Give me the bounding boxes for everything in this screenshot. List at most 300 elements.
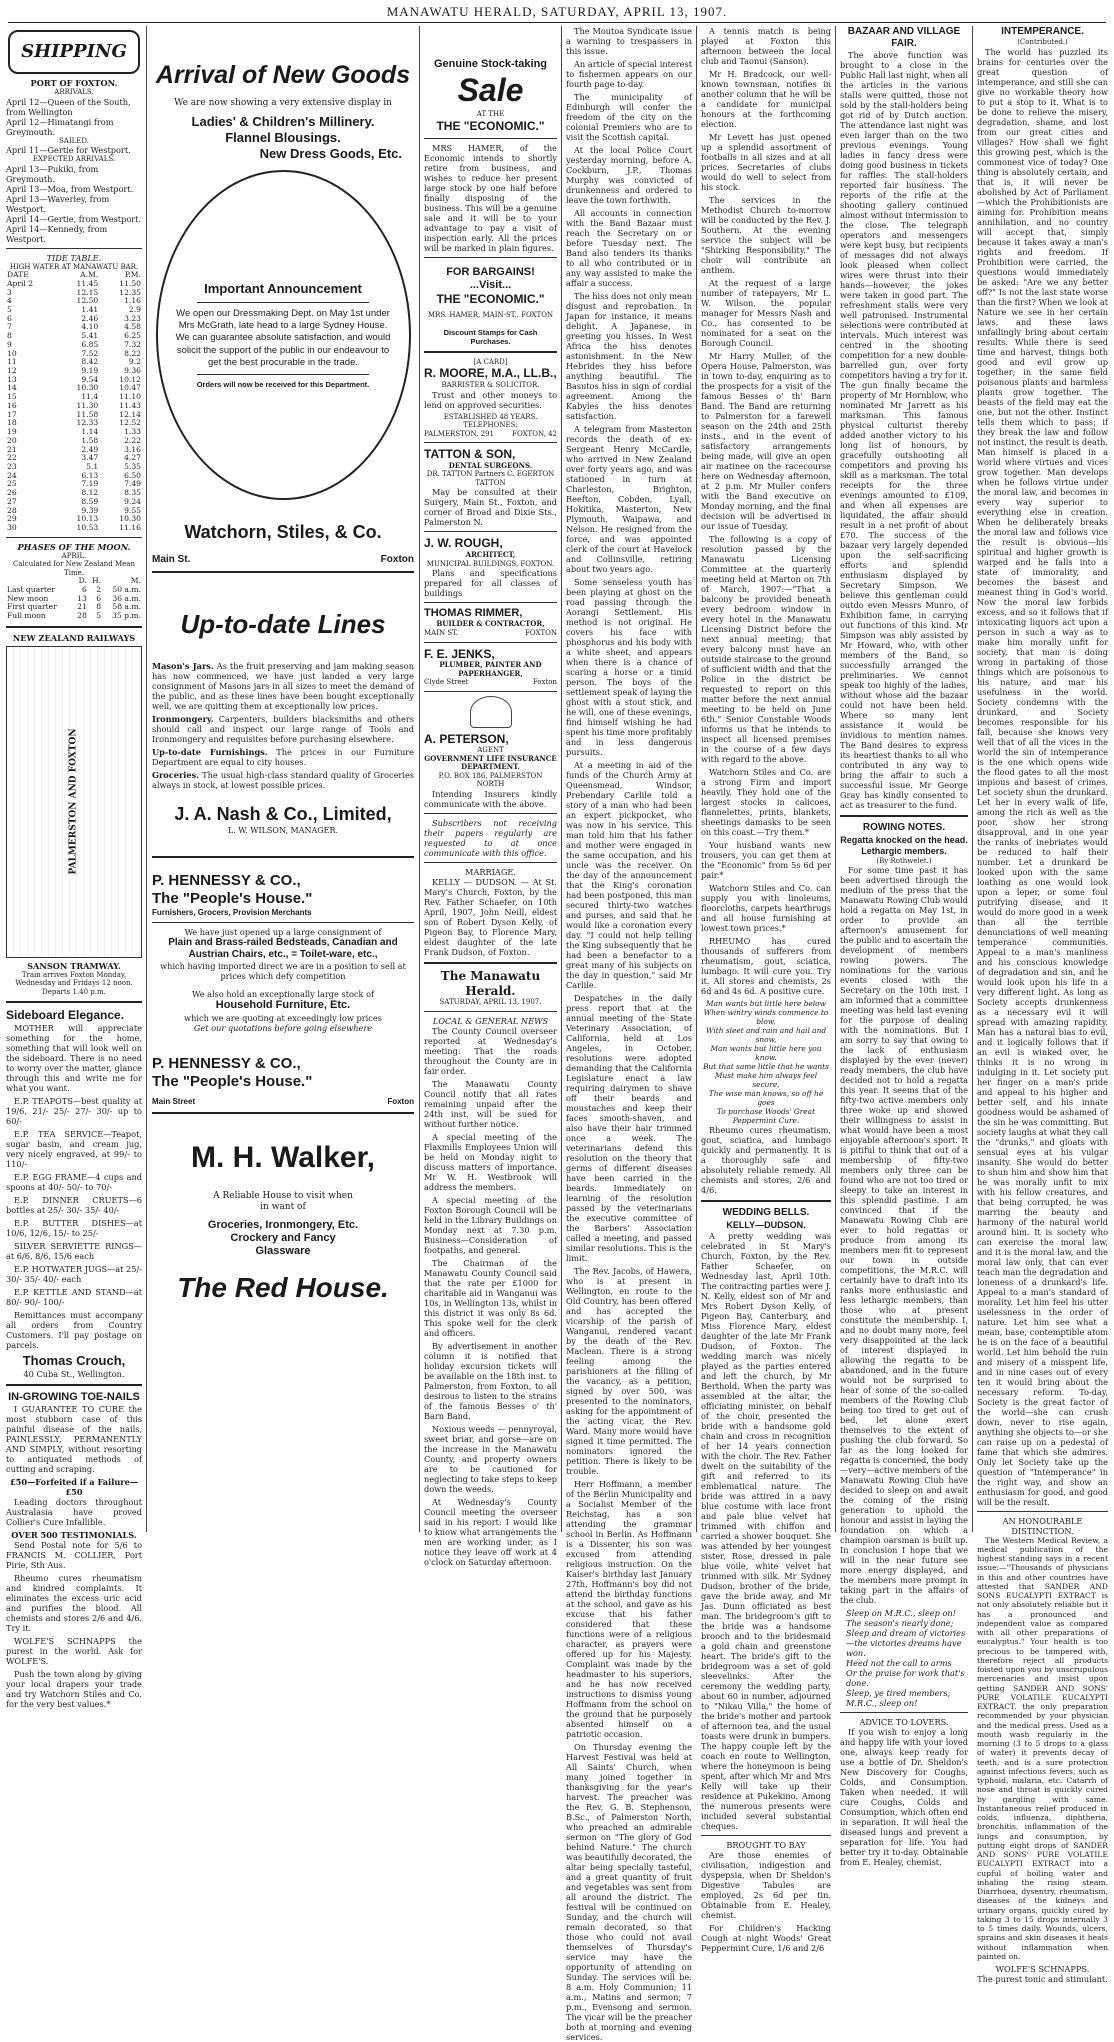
honour-text: The Western Medical Review, a medical publication of the highest standing says in a recent issue:—"Thousands of physicians in this and other countries have attested that SANDER AND SONS EUCALYPTI EXTRACT is not only absolutely reliable but it has a pronounced and independent value as compared with all other preparations of eucalyptus." Your health is too precious to be tampered with, therefore reject all products foisted upon you by unscrupulous mercenaries and insist upon getting SANDER AND SONS' PURE VOLATILE EUCALYPTI EXTRACT, the only preparation recommended by your physician and the medical press. Used as a mouth wash regularly in the morning (3 to 5 drops to a glass of water) it prevents decay of teeth, and is a sure protection against infectious fevers, such as typhoid, malaria, etc. Catarrh of nose and throat is quickly cured by gargling with same. Instantaneous relief produced in colds, influenza, diphtheria, bronchitis, inflammation of the lungs and consumption, by putting eight drops of SANDER AND SONS' PURE VOLATILE EUCALYPTI EXTRACT into a cupful of boiling water and inhaling the rising steam. Diarrhoea, dysentry, rheumatism, diseases of the kidneys and urinary organs, quickly cured by taking 3 to 15 drops internally 3 to 5 times daily. Wounds, ulcers, sprains and skin diseases it heals without inflammation when painted on.	[977, 1535, 1108, 1961]
table-cell: 4.58	[124, 322, 141, 332]
table-cell: 27	[7, 496, 17, 506]
news-paragraph: At the request of a large number of ratepayers, Mr L. W. Wilson, the popular manager for Messrs Nash and Co., has consented to be nominated for a seat on the Borough Council.	[701, 278, 831, 348]
table-cell: 11.16	[119, 522, 141, 532]
local-news: A special meeting of the Flaxmills Employees Union will be held on Monday night to discuss matters of importance. Mr W. H. Westbrook will address the members.	[424, 1131, 557, 1192]
verse-line: The season's nearly done;	[846, 1618, 954, 1629]
table-cell: 8.22	[124, 348, 141, 358]
wolfe-ad: WOLFE'S SCHNAPPS the purest in the world. Ask for WOLFE'S.	[6, 1636, 142, 1667]
expected-item: April 13—Moa, from Westport.	[6, 183, 134, 194]
bazaar-text: The above function was brought to a close in the Public Hall last night, when all the articles in the various stalls were quitted, those not sold by the stall-holders being got rid of by Dutch auction. The attendance last night was even larger than on the two previous evenings. Young ladies in fancy dress were doing good business in tickets for raffles. The stall-holders reported fair business. The reports of the rifle at the shooting gallery continued almost without intermission to the close. The telegraph operators and messengers were kept busy, but recipients of messages did not always look pleased when collect wires were thrust into their hands—however, the jokes were taken in good part. The refreshment stalls were very well patronised. Instrumental selections were contributed at intervals. Much interest was centred in the shooting competition for a new double-barrelled gun, over forty competitors having a try for it. The gun finally became the property of Mr Hornblow, who nominated Mr Jarrett as his marksman. This famous physical culturist thereby added another victory to his long list of honours, by gracefully outshooting all competitors and proving his skill as a marksman. The total receipts for the three evenings amounted to £109, and when all expenses are liquidated, the affair should result in a net profit of about £70. The success of the bazaar very largely depended upon the self-sacrificing efforts and splendid enthusiasm displayed by Secretary Simpson. We believe this gentleman could outdo even Messrs Munro, of Exhibition fame, in carrying out functions of this kind. Mr Simpson was ably assisted by Mr Howard, who, with other members of the Band, so successfully arranged the preliminaries. We cannot speak too highly of the ladies, without whose aid the bazaar could not have been held. Where so many lent assistance it would be invidious to mention names. The Band desires to express its heartiest thanks to all who contributed in any way to bring the affair to such a successful issue. Mr George Gray has kindly consented to act as treasurer to the fund.	[840, 50, 968, 811]
hamer-address: MRS. HAMER, MAIN-ST., FOXTON	[427, 311, 554, 320]
groceries-text: The usual high-class standard quality of Groceries always in stock, at lowest possible prices.	[152, 769, 414, 790]
table-cell: 4.27	[124, 453, 141, 463]
table-row	[6, 612, 142, 621]
news-paragraph: A tennis match is being played at Foxton this afternoon between the local club and Taonui (Sanson).	[701, 26, 831, 66]
table-cell: 11.30	[76, 400, 99, 410]
table-cell: 2	[96, 585, 102, 594]
rowing-text: For some time past it has been advertised through the medium of the press that the Manawatu Rowing Club would hold a regatta on May 1st, in order to provide an afternoon's amusement for the public and to ascertain the development of members rowing powers. The nominations for the various events closed with the Secretary on the 10th inst. I am informed that a committee meeting was held last evening for the purpose of dealing with the nominations. But I am sorry to say that owing to the lack of enthusiasm displayed by the ever (never) ready members, the club have decided not to hold a regatta this year. It seems that of the fifty-two active members only three woke up and showed their willingness to assist in what would have been a most enjoyable afternoon's sport. It is pitiful to think that out of a membership of fifty-two members only three can be found who are not too tired or sleepy to take an interest in this splendid pastime. I am convinced that if the Manawatu Rowing Club are ever to hold regattas or produce from among its members men fit to represent our town in outside competitions, the M.R.C. will certainly have to draft into its ranks more enthusiastic and less lethargic members, than those who at present constitute the membership. I, and no doubt many more, feel very disappointed at the lack of interest displayed in allowing the regatta to be abandoned, and in the future would not be surprised to hear of some of the so-called members of the Rowing Club being too tired to get out of bed, let alone exert themselves to the extent of pushing the club forward. So far as the long looked for regatta is concerned, the body—very—active members of the Manawatu Rowing Club have decided to sleep on and await the coming of the rising generation to uphold the honour and assist in laying the foundation on which a champion oarsman is built up. In conclusion I hope that we will in the near future see more energy displayed, and the members more prompt in taking part in the affairs of the club.	[840, 865, 968, 1606]
news-paragraph: On Thursday evening the Harvest Festival was held at All Saints' Church, when many joined together in thanksgiving for the year's harvest. The preacher was the Rev. G. B. Stephenson, B.Sc., of Palmerston North, who preached an admirable sermon on "The glory of God behind Nature." The church was beautifully decorated, the altar being specially tasteful, and a great quantity of fruit and vegetables was sent from all around the district. The festival will be continued on Sunday, and the church will remain decorated, so that those who could not avail themselves of Thursday's service may have the opportunity of attending on Sunday. The services will be: 8 a.m. Holy Communion; 11 a.m., Matins and sermon; 7 p.m., Evensong and sermon. The vicar will be the preacher both at morning and evening services.	[566, 1742, 692, 2042]
table-cell: 9.2	[128, 357, 141, 367]
table-cell: Last quarter	[7, 585, 56, 594]
peterson-sub: GOVERNMENT LIFE INSURANCE DEPARTMENT.	[424, 753, 557, 772]
poem-line: To purchase Woods' Great Peppermint Cure.	[716, 1107, 816, 1126]
moon-table	[6, 577, 142, 621]
table-row	[6, 297, 142, 306]
toenails-send: Send Postal note for 5/6 to FRANCIS M. COLLIER, Port Pirie, Sth Aus.	[6, 1540, 142, 1571]
moore-sub: BARRISTER & SOLICITOR.	[441, 381, 540, 389]
tide-subtitle: HIGH WATER AT MANAWATU BAR.	[9, 262, 139, 271]
table-cell: 58 a.m.	[112, 602, 141, 612]
intemperance-byline: (Contributed.)	[1017, 38, 1068, 47]
table-cell: 6	[96, 593, 102, 603]
genuine-heading: Genuine Stock-taking	[433, 58, 548, 70]
table-cell: 1.14	[81, 427, 99, 437]
hennessy-sub: Furnishers, Grocers, Provision Merchants	[152, 908, 312, 918]
table-row	[6, 472, 142, 481]
table-cell: 16	[7, 400, 17, 410]
advice-text: If you wish to enjoy a long and happy life with your loved one, always keep ready for use a bottle of Dr. Sheldon's New Discovery for Coughs, Colds, and Consumption. Taken when needed, it will cure Coughs, Colds and Consumption, which often end in separation. It will heal the diseased lungs and prevent a separation for life. You had better try it to-day. Obtainable from E. Healey, chemist.	[840, 1727, 968, 1868]
table-cell: 21	[77, 602, 87, 612]
table-cell: 50 a.m.	[112, 585, 141, 594]
wolfe-text: The purest tonic and stimulant.	[977, 1974, 1108, 1985]
hamer-text: MRS HAMER, of the Economic intends to shortly retire from business, and wishes to reduce her present large stock by one half before finally disposing of the business. This will be a genuine sale and it will be to your advantage to pay a visit of inspection early. All the prices will be marked in plain figures.	[424, 142, 557, 253]
railway-timetable	[6, 646, 142, 958]
tatton-names: DR. TATTON Partners C. EGERTON TATTON	[426, 470, 555, 487]
table-cell: 11	[7, 357, 17, 367]
list-item: E.P. TEA SERVICE—Teapot, sugar basin, and cream jug, very nicely engraved, at 99/- to 110/-	[6, 1129, 142, 1170]
expected-item: April 14—Gertie, from Westport.	[6, 213, 142, 224]
rheumo-ad: RHEUMO has cured thousands of sufferers from rheumatism, gout, sciatica, lumbago. It will cure you. Try it. All stores and chemists, 2s 6d and 4s 6d. A positive cure.	[701, 936, 831, 996]
table-row	[6, 463, 142, 472]
table-cell: 10.13	[76, 514, 99, 524]
table-cell: 18	[7, 418, 17, 428]
toenails-testimonials: OVER 500 TESTIMONIALS.	[11, 1530, 137, 1541]
table-row	[6, 332, 142, 341]
rimmer-street: MAIN ST.	[424, 628, 458, 637]
peterson-agent: AGENT	[477, 746, 504, 755]
column-news-1	[566, 26, 692, 2042]
table-cell: 5	[7, 305, 12, 314]
walker-name: M. H. Walker,	[191, 1141, 375, 1175]
bargains-heading: FOR BARGAINS!	[446, 265, 535, 278]
marriage-heading: MARRIAGE.	[465, 867, 516, 877]
crouch-name: Thomas Crouch,	[22, 1353, 126, 1369]
table-cell: 9.19	[81, 366, 99, 376]
tide-title: TIDE TABLE.	[46, 252, 102, 263]
table-cell: 12.15	[76, 287, 99, 297]
column-shipping	[6, 26, 142, 1710]
crest-icon	[470, 696, 512, 728]
news-paragraph: The hiss does not only mean disgust and reprobation. In Japan for instance, it means delight. A Japanese, in greeting you hisses. In West Africa the hiss denotes astonishment. In the New Hebrides they hiss before anything beautiful. The Basutos hiss in sign of cordial agreement. Among the Kabyles the hiss denotes satisfaction.	[566, 291, 692, 421]
watchorn-town: Foxton	[380, 554, 414, 565]
table-cell: 7.52	[81, 348, 99, 358]
table-cell: 2.49	[81, 444, 99, 454]
table-cell: 28	[7, 505, 17, 515]
orders-text: Orders will now be received for this Department.	[196, 380, 370, 390]
news-paragraph: Watchorn Stiles and Co. can supply you with linoleums, floorcloths, carpets hearthrugs and all house furnishing at lowest town prices.*	[701, 883, 831, 933]
table-cell: Full moon	[7, 611, 46, 621]
moore-foxton: FOXTON, 42	[512, 429, 557, 438]
tatton-name: TATTON & SON,	[424, 447, 516, 462]
verse-line: Sleep, ye tired members, M.R.C., sleep on!	[846, 1688, 951, 1709]
sideboard-footer: Remittances must accompany all orders from Country Customers. I'll pay postage on parcels.	[6, 1310, 142, 1351]
rowing-subheading: Regatta knocked on the head.	[840, 834, 968, 845]
hennessy-tagline: The "People's House."	[152, 889, 313, 907]
news-paragraph: Despatches in the daily press report that at the annual meeting of the State Veterinary Association, of California, held at Los Angeles, in October, resolutions were adopted demanding that the California Legislature enact a law requiring dairymen to shave off their beards and moustaches and keep their faces smooth-shaven, and also have their hair trimmed once a week. The veterinarians defend this resolution on the theory that germs of different diseases have been carried in the beards. Immediately on learning of the resolution passed by the veterinarians the executive committee of the Barbers' Association called a meeting, and passed similar resolutions. This is the limit.	[566, 993, 692, 1263]
arrival-showing: We are now showing a very extensive display in	[174, 97, 392, 108]
table-cell: 8.35	[124, 488, 141, 498]
crouch-address: 40 Cuba St., Wellington.	[23, 1368, 125, 1379]
jenks-sub: PLUMBER, PAINTER AND PAPERHANGER,	[439, 660, 542, 678]
verse-line: Sleep and dream of victories—the victories dreams have won.	[846, 1628, 966, 1659]
local-news: The County Council overseer reported at Wednesday's meeting: That the roads throughout the County are in fair order.	[424, 1025, 557, 1076]
millinery-line: Ladies' & Children's Millinery.	[191, 114, 375, 130]
news-paragraph: Watchorn Stiles and Co. are a strong Firm and import heavily. They hold one of the largest stocks in calicoes, flannelettes, prints, blankets, sheetings damasks to be seen on this coast.—Try them.*	[701, 767, 831, 837]
verse-line: Heed not the call to arms	[846, 1658, 952, 1669]
dressmaking-text: We open our Dressmaking Dept. on May 1st under Mrs McGrath, late head to a large Sydney House. We can guarantee absolute satisfaction, and would solicit the support of the public in our endeavour to get the best procurable in the trade.	[175, 307, 391, 368]
table-row	[6, 454, 142, 463]
hennessy2-tagline: The "People's House."	[152, 1073, 313, 1091]
wedding-text: A pretty wedding was celebrated in St Mary's Church, Foxton, by the Rev. Father Schaefer, on Wednesday last, April 10th. The contracting parties were J. N. Kelly, eldest son of Mr and Mrs Robert Dyson Kelly, of Pigeon Bay, Canterbury, and Miss Florence Mary, eldest daughter of the late Mr Frank Dudson, of Foxton. The wedding march was nicely played as the parties entered and left the church, by Mr Berthold. When the party was assembled at the altar, the officiating minister, on behalf of the choir, presented the bride with a handsome gold chain and cross in recognition of her 14 years connection with the choir. The Rev. Father dwelt on the suitability of the gift and referred to its emblematical nature. The bride was attired in a navy blue costume with lace front and pale blue velvet hat trimmed with chiffon and carried a shower bouquet. She was attended by her youngest sister, Rose, dressed in pale blue voile, white velvet hat trimmed with silk. Mr Sydney Dudson, brother of the bride, gave the bride away, and Mr Jas. Dunn officiated as best man. The bridegroom's gift to the bride was a handsome brooch and to the bridesmaid a gold chain and greenstone heart. The bride's gift to the bridegroom was a set of gold sleevelinks. After the ceremony the wedding party, about 60 in number, adjourned to "Nikau Villa," the home of the bride's mother and partook of afternoon tea, and the usual toasts were drunk in bumpers. The happy couple left by the coach en route to Wellington, where the honeymoon is being spent, after which Mr and Mrs Kelly will take up their residence at Pukekino. Among the numerous presents were included several substantial cheques.	[701, 1230, 831, 1831]
jenks-name: F. E. JENKS,	[424, 646, 495, 661]
table-cell: 3.16	[124, 444, 141, 454]
marriage-text: KELLY — DUDSON. — At St. Mary's Church, Foxton, by the Rev. Father Schaefer, on 10th April, 1907, John Neill, eldest son of Robert Dyson Kelly, of Pigeon Bay, to Florence Mary, eldest daughter of the late Frank Dudson, of Foxton.	[424, 877, 557, 957]
dress-line: New Dress Goods, Etc.	[259, 146, 402, 162]
masthead-rule	[8, 22, 1106, 23]
tatton-sub: DENTAL SURGEONS.	[448, 460, 533, 470]
nash-name: J. A. Nash & Co., Limited,	[174, 803, 392, 824]
arrival-item: April 12—Queen of the South, from Wellington	[6, 96, 131, 117]
column-rule	[146, 26, 147, 1532]
table-cell: 28	[77, 611, 87, 621]
table-cell: 6	[7, 313, 12, 323]
table-cell: 29	[7, 514, 17, 524]
table-cell: 2.22	[124, 435, 141, 445]
moore-name: R. MOORE, M.A., LL.B.,	[424, 366, 557, 381]
herald-title: The Manawatu Herald.	[440, 969, 541, 998]
table-cell: 12.14	[119, 409, 141, 419]
iron-text: Carpenters, builders blacksmiths and others should call and inspect our large range of Tools and Ironmongery and requisites before purchasing elsewhere.	[152, 713, 415, 744]
household-text: which we are quoting at exceedingly low prices	[184, 1012, 382, 1023]
table-cell: 24	[7, 470, 17, 480]
table-cell: 7	[7, 322, 12, 332]
table-cell: 9.24	[124, 496, 141, 506]
rimmer-sub: BUILDER & CONTRACTOR,	[436, 619, 545, 629]
arrivals-heading: ARRIVALS.	[54, 88, 94, 96]
table-cell: 6.85	[81, 339, 99, 349]
table-cell: First quarter	[7, 602, 57, 612]
column-rule	[561, 26, 562, 1532]
wedding-subheading: KELLY—DUDSON.	[726, 1219, 806, 1230]
tramway-title: SANSON TRAMWAY.	[27, 960, 121, 971]
column-rule	[835, 26, 836, 1532]
rheumo-ad-2: Rheumo cures rheumatism, gout, sciatica, and lumbago quickly and permanently. It is a thoroughly safe and absolutely reliable remedy. All chemists and stores, 2/6 and 4/6.	[701, 1125, 831, 1196]
arrival-item: April 12—Himatangi from Greymouth.	[6, 116, 114, 137]
rowing-subheading-2: Lethargic members.	[861, 845, 947, 856]
table-cell: 10.30	[119, 514, 141, 524]
table-cell: 3.47	[81, 453, 99, 463]
moore-palmerston: PALMERSTON, 291	[424, 429, 495, 438]
watchorn-name: Watchorn, Stiles, & Co.	[184, 522, 382, 543]
poem-line: Must make him always feel secure,	[714, 1071, 818, 1090]
redhouse-title: The Red House.	[177, 1271, 389, 1303]
sideboard-title: Sideboard Elegance.	[6, 1008, 125, 1023]
sailed-item: April 11—Gertie for Westport.	[6, 145, 131, 156]
table-cell: 8	[96, 602, 102, 612]
poem-line: The wise man knows, so off he goes	[708, 1089, 824, 1108]
arrival-title: Arrival of New Goods	[155, 61, 411, 89]
table-cell: 25	[7, 479, 17, 489]
walker-goods: Groceries, Ironmongery, Etc.	[207, 1218, 359, 1231]
bedsteads-intro: We have just opened up a large consignment of	[184, 926, 382, 937]
news-paragraph: The services in the Methodist Church to-morrow will be conducted by the Rev. J. Southern. At the evening service the subject will be "Shirking Responsibility." The choir will contribute an anthem.	[701, 195, 831, 275]
rough-name: J. W. ROUGH,	[424, 536, 503, 551]
expected-item: April 14—Kennedy, from Westport.	[6, 223, 108, 244]
rowing-byline: (By Rothwelet.)	[876, 856, 932, 865]
rimmer-name: THOMAS RIMMER,	[424, 607, 523, 620]
uptodate-title: Up-to-date Lines	[180, 609, 386, 640]
rowing-heading: ROWING NOTES.	[862, 822, 946, 834]
moore-established: ESTABLISHED 48 YEARS.	[443, 412, 538, 421]
column-news-2	[701, 26, 831, 1953]
table-cell: 4	[7, 296, 12, 306]
toenails-forfeit: £50—Forfeited if a Failure—£50	[9, 1477, 139, 1498]
news-paragraph: Mr H. Bradcock, our well-known townsman, notifies in another column that he will be a candidate for municipal honours at the forthcoming election.	[701, 69, 831, 129]
column-news-3	[840, 26, 968, 1868]
bazaar-heading: BAZAAR AND VILLAGE FAIR.	[847, 26, 961, 50]
jenks-town: Foxton	[532, 678, 557, 687]
wedding-heading: WEDDING BELLS.	[722, 1207, 810, 1219]
poem-line: With sleet and rain and hail and snow,	[705, 1026, 827, 1045]
visit-heading: ...Visit...	[469, 279, 512, 291]
peterson-box: P.O. BOX 186, PALMERSTON NORTH	[438, 771, 543, 789]
sailed-heading: SAILED.	[59, 136, 89, 145]
table-row	[6, 306, 142, 315]
table-cell: 9.39	[81, 505, 99, 515]
walker-sub: A Reliable House to visit when in want of	[213, 1190, 353, 1212]
table-row	[6, 524, 142, 533]
table-cell: 20	[7, 435, 17, 445]
peterson-name: A. PETERSON,	[424, 731, 509, 746]
table-cell: 10	[7, 348, 17, 358]
flannel-line: Flannel Blousings.	[225, 130, 341, 146]
table-cell: 12.33	[76, 418, 99, 428]
dressmaking-oval	[156, 170, 411, 500]
table-cell: 12.35	[119, 287, 141, 297]
bedsteads-text: which having imported direct we are in a position to sell at prices which defy competition	[160, 961, 406, 982]
table-cell: 19	[7, 427, 17, 437]
table-cell: 7.49	[124, 479, 141, 489]
moon-title: PHASES OF THE MOON.	[17, 541, 131, 552]
rheumo-ad: Rheumo cures rheumatism and kindred complaints. It eliminates the excess uric acid and purifies the blood. All chemists and stores 2/6 and 4/6. Try it.	[6, 1573, 142, 1634]
discount-stamps: Discount Stamps for Cash Purchases.	[443, 327, 538, 346]
news-paragraph: Your husband wants new trousers, you can get them at the "Economic" from 5s 6d per pair.*	[701, 840, 831, 880]
table-cell: April 2	[7, 278, 34, 288]
table-row	[6, 419, 142, 428]
poem-line: When wintry winds commence to blow,	[703, 1008, 829, 1027]
wolfe-heading: WOLFE'S SCHNAPPS.	[995, 1964, 1090, 1975]
table-cell: 10.53	[76, 522, 99, 532]
railway-route: PALMERSTON AND FOXTON	[68, 728, 79, 875]
watchorn-street: Main St.	[152, 554, 191, 565]
sideboard-intro: MOTHER will appreciate something for the home, something that will look well on the sideboard. There is no need to worry over the matter, glance through this and write me for what you want.	[6, 1023, 142, 1094]
brought-heading: BROUGHT TO BAY	[726, 1839, 806, 1850]
news-paragraph: At the local Police Court yesterday morning, before A. Cockburn, J.P., Thomas Murphy was convicted of drunkenness and ordered to leave the town forthwith.	[566, 145, 692, 205]
moore-telephones: TELEPHONES:	[463, 421, 518, 430]
table-cell: 6.25	[124, 331, 141, 341]
table-cell: 22	[7, 453, 17, 463]
list-item: E.P. TEAPOTS—best quality at 19/6, 21/- 25/- 27/- 30/- up to 60/-	[6, 1096, 142, 1127]
news-paragraph: The Rev. Jacobs, of Hawera, who is at present in Wellington, en route to the Old Country, has been offered and has accepted the vicarship of the parish of Wanganui, rendered vacant by the death of the Rev. Maclean. There is a strong feeling among the parishioners at the filling of the vacancy, as a petition, signed by over 500, was presented to the nominators, asking for the appointment of the acting vicar, the Rev. Ward. Many more would have signed it time permitted. The nominators ignored the petition. There is likely to be trouble.	[566, 1266, 692, 1476]
table-cell: 11.4	[81, 392, 99, 402]
table-row	[6, 350, 142, 359]
table-row	[6, 480, 142, 489]
tramway-text: Train arrives Foxton Monday, Wednesday and Fridays 12 noon. Departs 1.40 p.m.	[15, 970, 133, 996]
table-cell: 6	[81, 585, 87, 594]
column-cards	[424, 26, 557, 1567]
news-paragraph: Mr Harry Muller, of the Opera House, Palmerston, was in town to-day, enquiring as to the prospects for a visit of the famous Besses o' th' Barn Band. The Band are returning to Palmerston for a farewell season on the 24th and 25th insts., and in the event of satisfactory arrangements being made, will give an open air matinee on the racecourse here on Wednesday afternoon, at 2 p.m. Mr Muller confers with the Band executive on Monday morning, and the final decision will be advertised in our issue of Tuesday.	[701, 351, 831, 531]
table-cell: 6.13	[81, 470, 99, 480]
moore-text: Trust and other moneys to lend on approved securities.	[424, 389, 557, 410]
hennessy2-street: Main Street	[152, 1097, 196, 1107]
table-cell: 12.50	[76, 296, 99, 306]
table-cell: 13	[77, 593, 87, 603]
intemperance-heading: INTEMPERANCE.	[1001, 26, 1084, 37]
intemperance-text: The world has puzzled its brains for centuries over the great question of intemperance, and still she can give no workable theory how to put a stop to it. What is to be done to relieve the misery, degradation, shame, and lost from our great cities and villages? How shall we fight this growing pest, which is the commonest vice of today? One thing is absolutely certain, and that is, it will never be abolished by Act of Parliament—which the Prohibitionists are aiming for. Prohibition means annihilation, and no country will accept that, simply because it takes away a man's rights and freedom. If Prohibition were carried, the questions would immediately be asked: "Are we any better off?" Is not the last state worse than the first? When we look at Nature we see in her certain laws, and these laws unfailingly bring about certain results. While there is seed time and harvest, things both good and evil grow up together; in the same field poisonous plants and harmless plants grow together. The beasts of the field may eat the one, but not the other. Instinct tells them which to pass; if they break the law and follow not instinct, the result is death. Man himself is placed in a world where virtues and vices grow together. Man develops when he follows virtue under the moral law, and becomes in every way superior to everything else in creation. When he deliberately breaks the moral law and follows vice the result is obvious—his spiritual and higher growth is warped and he falls into a state of immorality, and becomes the basest and meanest thing in God's world. Now the moral law forbids excess, and so it follows that if intoxicating liquors act upon a person in such a way as to make him morally unfit for society, that man is doing wrong in partaking of those things which are poisonous to his nature, and mar his usefulness in the world. Society condemns with the drunkard, and Society becomes responsible for his fall, because she knows very well that of all the vices in the world the sin of intemperance is the one which opens wide the flood gates to all the most impious and basest of crimes. Let society shun the drunkard. Let her in every walk of life, among the rich as well as the poor, show her strong disapproval, and in one year the ranks of inebriates would be reduced to half their number. Let a drunkard be looked upon with the same loathing as one would look upon a leper, or some foul putrifying disease, and it would do more good in a week than all the terrible denunciations of well meaning temperance communities. Appeal to a man's manliness and his conscious knowledge of degradation and sin, and he would look upon his life in a very different light. As long as Society accepts drunkenness as a necessary evil it will spread with amazing rapidity. Man has a natural bias to evil, and it logically follows that if an evil is winked over, he thinks it is no wrong in indulging in it. Let society put her finger on a man's pride and appeal to his higher and better self, and his innate goodness would be ashamed of the sin he was committing. But society laughs at what they call the "drunks," and gloats with sensual eyes at his vulgar insanity. She would do better to shun him and show him that he was morally unfit to mix with his fellow creatures, and that being corrupted, he was marring the beauty and harmony of the natural world around him. It is society who can exercise the moral law, and it is the moral law, and the moral law only, that can ever teach man the degradation and loneness of a drunkard's life. Appeal to a man's standard of morality. Let him feel his utter uselessness in the order of nature. Let him see what a mean, base, contemptible atom he is on the face of a beautiful world. Let him behold the ruin and misery of a misspent life, and in nine cases out of every ten it would bring about the necessary reform. To-day, Society is the great factor of the world—she can crush down, never to rise again, anything she objects to—or she can raise up on a pedestal of fame that which she admires. Only let Society take up the question of "Intemperance" in the right way, and show an enthusiasm for good, and good will be the result.	[977, 46, 1108, 1507]
list-item: E.P. BUTTER DISHES—at 10/6, 12/6, 15/- to 25/-	[6, 1218, 142, 1239]
table-header: D. H. M.	[78, 576, 141, 586]
important-heading: Important Announcement	[204, 280, 362, 296]
bedsteads-line: Plain and Brass-railed Bedsteads, Canadian and Austrian Chairs, etc., = Toilet-ware, etc.,	[168, 936, 398, 961]
toenails-title: IN-GROWING TOE-NAILS	[8, 1390, 140, 1403]
expected-item: April 13—Waverley, from Westport.	[6, 193, 110, 214]
table-cell: 9.55	[124, 505, 141, 515]
herald-date: SATURDAY, APRIL 13, 1907.	[439, 998, 542, 1007]
table-cell: 21	[7, 444, 17, 454]
table-cell: 17	[7, 409, 17, 419]
economic-heading: THE "ECONOMIC."	[436, 118, 545, 133]
hennessy-name: P. HENNESSY & CO.,	[152, 871, 301, 889]
table-cell: 13	[7, 374, 17, 384]
list-item: SILVER SERVIETTE RINGS—at 6/6, 8/6, 15/6 each	[6, 1241, 142, 1262]
table-cell: 11.50	[119, 278, 141, 288]
household-intro: We also hold an exceptionally large stock of	[191, 989, 375, 1000]
rough-sub2: MUNICIPAL BUILDINGS, FOXTON.	[426, 559, 555, 568]
news-paragraph: Mr Levett has just opened up a splendid assortment of footballs in all sizes and at all prices. Secretaries of clubs would do well to select from his stock.	[701, 132, 831, 192]
sale-heading: Sale	[457, 72, 524, 109]
poem-line: But that same little that he wants	[703, 1062, 829, 1072]
table-row	[6, 489, 142, 498]
furnishings-label: Up-to-date Furnishings.	[152, 746, 268, 757]
table-cell: 10.12	[119, 374, 141, 384]
table-cell: 8	[7, 331, 12, 341]
table-cell: 9	[7, 339, 12, 349]
table-row	[6, 498, 142, 507]
table-cell: 9.54	[81, 374, 99, 384]
iron-label: Ironmongery.	[152, 713, 214, 724]
at-the: AT THE	[476, 110, 505, 119]
table-cell: 11.43	[119, 400, 141, 410]
table-row	[6, 323, 142, 332]
local-news: A special meeting of the Foxton Borough Council will be held in the Library Buildings on Monday next at 7.30 p.m. Business—Consideration of footpaths, and general.	[424, 1194, 557, 1255]
rough-sub: ARCHITECT,	[465, 549, 516, 559]
table-row	[6, 437, 142, 446]
table-cell: 11.45	[76, 278, 99, 288]
table-cell: 1.58	[81, 435, 99, 445]
moon-subtitle: Calculated for New Zealand Mean Time.	[13, 560, 135, 577]
table-cell: 4.10	[81, 322, 99, 332]
railways-title: NEW ZEALAND RAILWAYS	[12, 632, 136, 643]
table-row	[6, 446, 142, 455]
jenks-street: Clyde Street	[424, 678, 469, 687]
poem-line: Man wants but little here you know.	[710, 1044, 822, 1063]
column-rule	[972, 26, 973, 1532]
advice-heading: ADVICE TO LOVERS.	[859, 1717, 949, 1728]
table-row	[6, 341, 142, 350]
masthead: MANAWATU HERALD, SATURDAY, APRIL 13, 1907.	[386, 4, 728, 19]
masons-label: Mason's Jars.	[152, 660, 214, 671]
rough-text: Plans and specifications prepared for all classes of buildings	[424, 568, 557, 599]
list-item: E.P. DINNER CRUETS—6 bottles at 25/- 30/- 35/- 40/-	[6, 1195, 142, 1216]
table-cell: 8.59	[81, 496, 99, 506]
table-cell: 30	[7, 522, 17, 532]
expected-item: April 13—Pukiki, from Greymouth.	[6, 163, 99, 184]
hennessy2-name: P. HENNESSY & CO.,	[152, 1054, 301, 1072]
list-item: E.P. EGG FRAME—4 cups and spoons at 40/- 50/- to 70/-	[6, 1172, 142, 1193]
shipping-logo: SHIPPING	[8, 30, 140, 74]
local-news: The Manawatu County Council notify that all rates remaining unpaid after the 24th inst. will be sued for without further notice.	[424, 1078, 557, 1129]
table-header: DATE A.M. P.M.	[7, 270, 141, 280]
table-row	[6, 289, 142, 298]
local-news: By advertisement in another column it is notified that holiday excursion tickets will be available on the 18th inst. to Palmerston, from Foxton, to all desirous to listen to the strains of the famous Besses o' th' Barn Band.	[424, 1340, 557, 1421]
expected-heading: EXPECTED ARRIVALS.	[32, 155, 116, 164]
table-cell: 15	[7, 392, 17, 402]
table-cell: 11.58	[76, 409, 99, 419]
table-cell: 5.41	[81, 331, 99, 341]
table-cell: 8.42	[81, 357, 99, 367]
news-paragraph: The Moutoa Syndicate issue a warning to trespassers in this issue.	[566, 26, 692, 56]
toenails-more: Leading doctors throughout Australasia have proved Collier's Cure Infallible.	[6, 1497, 142, 1528]
table-row	[6, 428, 142, 437]
subscribers-notice: Subscribers not receiving their papers regularly are requested to at once communicate with this office.	[424, 818, 557, 858]
table-cell: 8.12	[81, 488, 99, 498]
list-item: E.P. HOTWATER JUGS—at 25/- 30/- 35/- 40/- each	[6, 1264, 142, 1285]
news-paragraph: The municipality of Edinburgh will confer the freedom of the city on the colonial Premiers who are to visit the Scottish capital.	[566, 92, 692, 142]
household-quote: Get our quotations before going elsewhere	[193, 1022, 373, 1033]
port-heading: PORT OF FOXTON.	[30, 78, 118, 88]
table-cell: 7.19	[81, 479, 99, 489]
table-row	[6, 358, 142, 367]
table-cell: 1.33	[124, 427, 141, 437]
news-paragraph: The following is a copy of resolution passed by the Manawatu Licensing Committee at the quarterly meeting held at Marton on 7th of March, 1907:—"That a balcony be provided beneath every bedroom window in every hotel in the Manawatu Licensing District before the next annual meeting; that every balcony must have an outside staircase to the ground of sufficient width and that the Police in the district be requested to report on this matter before the next annual meeting to be held on June 6th." Senior Constable Woods informs us that he intends to inspect all licensed premises in the course of a few days with regard to the above.	[701, 534, 831, 764]
verse-line: Or the praise for work that's done.	[846, 1668, 965, 1689]
news-paragraph: A telegram from Masterton records the death of ex-Sergeant Henry McCardle, who arrived in New Zealand over forty years ago, and was stationed in turn at Charleston, Brighton, Reefton, Cobden, Lyall, Hokitika, Masterton, New Plymouth, Waipawa, and Nelson. He resigned from the force, and was appointed clerk of the court at Havelock and Collinsville, retiring about two years ago.	[566, 424, 692, 574]
verse-line: Sleep on M.R.C., sleep on!	[846, 1608, 956, 1619]
push-ad: Push the town along by giving your local drapers your trade and try Watchorn Stiles and Co. for the very best values.*	[6, 1669, 142, 1710]
table-cell: 2.46	[81, 313, 99, 323]
honour-heading: AN HONOURABLE DISTINCTION.	[1002, 1515, 1083, 1536]
local-news: The Chairman of the Manawatu County Council said that the rate per £1000 for charitable aid in Wanganui was 10s, in Wellington 13s, whilst in this district it was only 8s 6d. This spoke well for the clerk and officers.	[424, 1257, 557, 1338]
column-advertisements	[152, 26, 414, 1532]
table-cell: 12	[7, 366, 17, 376]
news-paragraph: Herr Hoffmann, a member of the Berlin Municipality and a Socialist Member of the Reichstag, has a son attending the grammar school in Berlin. As Hoffmann is a Dissenter, his son was excused from attending religious instruction. On the Kaiser's birthday last January 27th, Hoffmann's boy did not attend the birthday functions at the school, and gave as his excuse that his father considered that these functions were of a religious character, as prayers were offered up for his Majesty. Complaint was made by the headmaster to his superiors, and he has now received instructions to dismiss young Hoffmann from the school on the ground that he purposely absented himself on a patriotic occasion.	[566, 1479, 692, 1739]
rimmer-town: FOXTON	[525, 628, 557, 637]
table-cell: 14	[7, 383, 17, 393]
table-cell: 35 p.m.	[112, 611, 141, 621]
nash-manager: L. W. WILSON, MANAGER.	[227, 825, 339, 835]
table-cell: 1.41	[81, 305, 99, 314]
table-cell: 6.50	[124, 470, 141, 480]
